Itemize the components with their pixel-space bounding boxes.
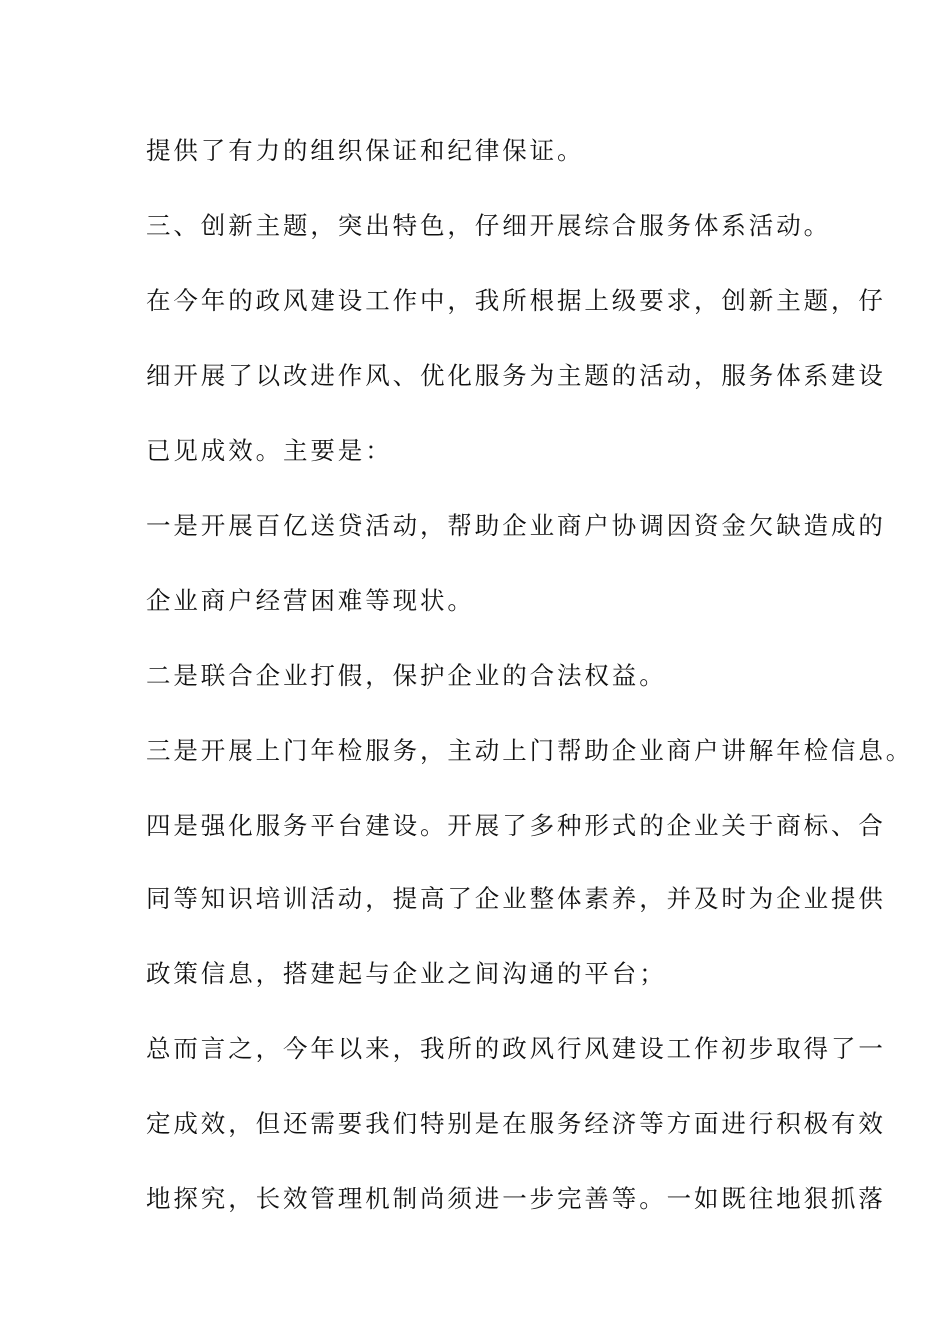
- text-line: 在今年的政风建设工作中，我所根据上级要求，创新主题，仔: [146, 286, 886, 315]
- text-line: 一是开展百亿送贷活动，帮助企业商户协调因资金欠缺造成的: [146, 511, 886, 540]
- text-line: 细开展了以改进作风、优化服务为主题的活动，服务体系建设: [146, 361, 886, 390]
- text-line: 四是强化服务平台建设。开展了多种形式的企业关于商标、合: [146, 811, 886, 840]
- text-line: 企业商户经营困难等现状。: [146, 586, 475, 615]
- section-heading: 三、创新主题，突出特色，仔细开展综合服务体系活动。: [146, 211, 831, 240]
- text-line: 同等知识培训活动，提高了企业整体素养，并及时为企业提供: [146, 884, 886, 913]
- text-line: 三是开展上门年检服务，主动上门帮助企业商户讲解年检信息。: [146, 736, 914, 765]
- text-line: 已见成效。主要是：: [146, 436, 393, 465]
- text-line: 政策信息，搭建起与企业之间沟通的平台；: [146, 959, 667, 988]
- text-line: 总而言之，今年以来，我所的政风行风建设工作初步取得了一: [146, 1034, 886, 1063]
- text-line: 定成效，但还需要我们特别是在服务经济等方面进行积极有效: [146, 1109, 886, 1138]
- text-line: 提供了有力的组织保证和纪律保证。: [146, 136, 585, 165]
- text-line: 二是联合企业打假，保护企业的合法权益。: [146, 661, 667, 690]
- text-line: 地探究，长效管理机制尚须进一步完善等。一如既往地狠抓落: [146, 1184, 886, 1213]
